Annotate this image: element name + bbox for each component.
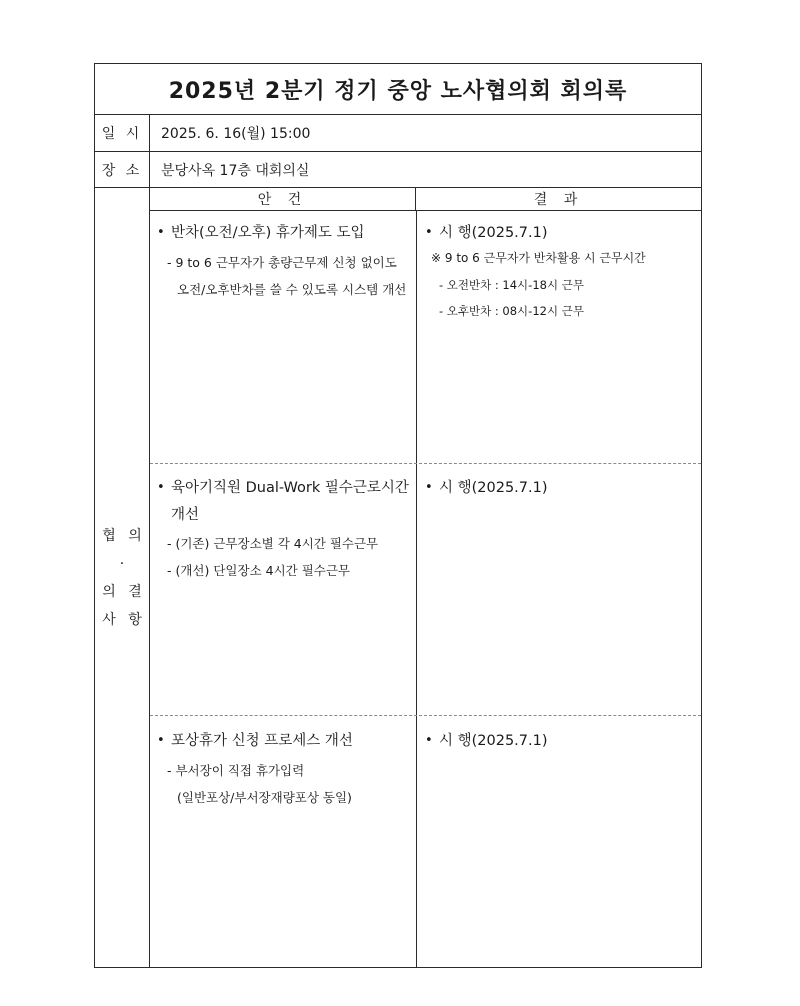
decision-side-label: [95, 188, 150, 967]
document-title: 2025년 2분기 정기 중앙 노사협의회 회의록: [95, 64, 701, 115]
decision-side-text: 협 의 · 의 결 사 항: [102, 527, 146, 628]
agenda-detail: - 부서장이 직접 휴가입력: [167, 763, 305, 778]
agenda-title-line: [157, 221, 415, 245]
result-title-line: [425, 729, 695, 753]
result-item-2: [425, 476, 695, 500]
place-label: 장 소: [95, 152, 150, 187]
result-title: 시 행(2025.7.1): [439, 733, 548, 749]
agenda-item-2: [157, 476, 415, 584]
agenda-title: 포상휴가 신청 프로세스 개선: [171, 733, 353, 749]
result-item-3: [425, 729, 695, 753]
bullet-icon: •: [157, 733, 165, 748]
result-item-1: [425, 221, 695, 324]
column-header-row: [150, 188, 701, 211]
agenda-detail: 오전/오후반차를 쓸 수 있도록 시스템 개선: [177, 282, 407, 297]
agenda-detail: - (개선) 단일장소 4시간 필수근무: [167, 563, 351, 578]
place-value: 분당사옥 17층 대회의실: [161, 162, 310, 179]
bullet-icon: •: [425, 733, 433, 748]
result-detail: - 오후반차 : 08시-12시 근무: [439, 304, 584, 318]
agenda-title-line: [157, 476, 415, 500]
minutes-document: [94, 63, 702, 968]
result-title-line: [425, 221, 695, 245]
bullet-icon: •: [425, 225, 433, 240]
agenda-column-header: 안 건: [150, 188, 416, 210]
result-note: ※ 9 to 6 근무자가 반차활용 시 근무시간: [431, 251, 646, 265]
agenda-detail: (일반포상/부서장재량포상 동일): [177, 790, 352, 805]
place-row: [95, 152, 701, 188]
date-row: [95, 115, 701, 152]
date-label: 일 시: [95, 115, 150, 151]
bullet-icon: •: [157, 225, 165, 240]
date-value: 2025. 6. 16(월) 15:00: [161, 126, 311, 142]
agenda-title: 육아기직원 Dual-Work 필수근로시간: [171, 480, 409, 496]
agenda-item-3: [157, 729, 415, 811]
column-divider: [416, 211, 417, 967]
result-title: 시 행(2025.7.1): [439, 480, 548, 496]
agenda-detail: - 9 to 6 근무자가 총량근무제 신청 없이도: [167, 255, 397, 270]
bullet-icon: •: [425, 480, 433, 495]
result-column-header: 결 과: [533, 192, 584, 208]
result-title-line: [425, 476, 695, 500]
agenda-item-1: [157, 221, 415, 303]
item-divider: [150, 715, 701, 716]
agenda-title-line: [157, 729, 415, 753]
agenda-title: 반차(오전/오후) 휴가제도 도입: [171, 225, 365, 241]
result-title: 시 행(2025.7.1): [439, 225, 548, 241]
bullet-icon: •: [157, 480, 165, 495]
result-detail: - 오전반차 : 14시-18시 근무: [439, 278, 584, 292]
item-divider: [150, 463, 701, 464]
agenda-title-continued: 개선: [171, 507, 200, 523]
agenda-detail: - (기존) 근무장소별 각 4시간 필수근무: [167, 536, 379, 551]
